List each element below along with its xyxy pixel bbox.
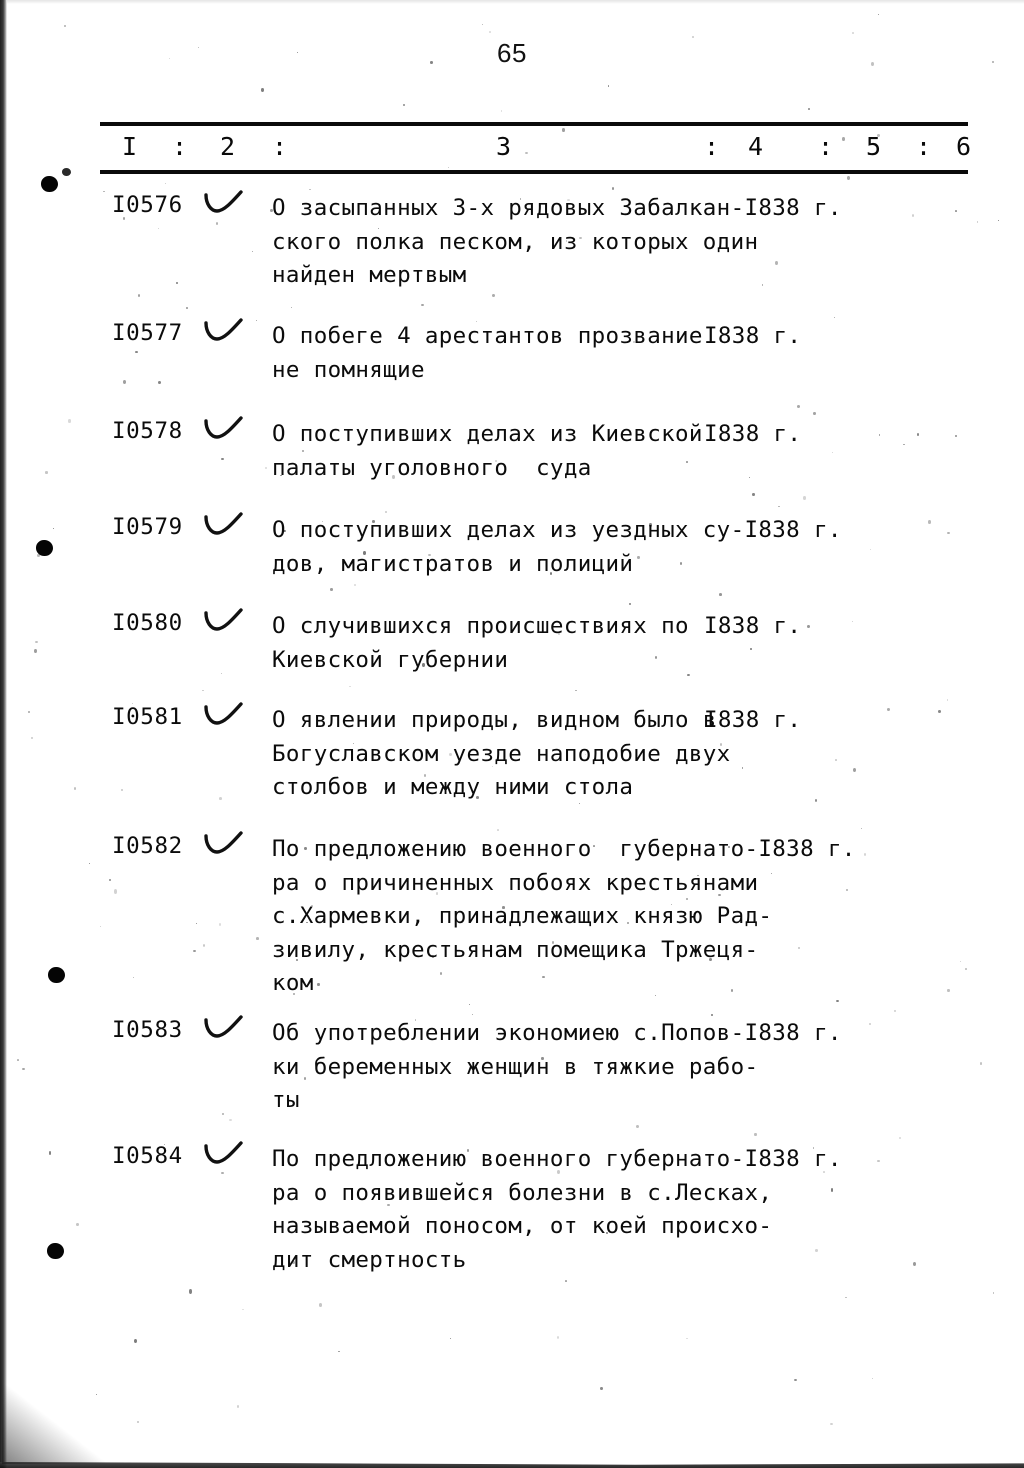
entry-description (272, 704, 872, 805)
entry-description (272, 833, 872, 1001)
entry-description-line: Богуславском уезде наподобие двух (272, 740, 731, 767)
column-separator: : (172, 132, 189, 161)
entry-description-line: не помнящие (272, 356, 425, 383)
check-mark-icon (200, 186, 254, 218)
entry-description-line: дов, магистратов и полиций (272, 550, 634, 577)
entry-description-line: По предложению военного губернато-I838 г. (272, 836, 856, 862)
entry-description-line: найден мертвым (272, 262, 467, 288)
entry-description (272, 192, 872, 293)
column-number-2: 2 (220, 132, 237, 161)
punch-dot (47, 1243, 64, 1259)
entry-description-line: ком (272, 970, 314, 996)
entry-description-line: зивилу, крестьянам помещика Тржеця- (272, 936, 759, 963)
entry-description (272, 514, 872, 581)
punch-dot (36, 540, 53, 556)
entry-year: I838 г. (744, 1020, 842, 1046)
entry-description-line: палаты уголовного суда (272, 454, 592, 481)
column-number-4: 4 (748, 132, 765, 161)
entry-description-line: столбов и между ними стола (272, 774, 634, 800)
check-mark-icon (200, 1137, 254, 1169)
column-separator: : (818, 132, 835, 161)
entry-year: I838 г. (704, 323, 802, 349)
header-rule-top (100, 122, 968, 126)
entry-description-line: ра о причиненных побоях крестьянами (272, 869, 759, 896)
column-number-3: 3 (496, 132, 513, 161)
entry-number: I0582 (112, 833, 183, 859)
entry-year: I838 г. (744, 1146, 842, 1172)
scan-corner-shadow (2, 1384, 122, 1464)
column-separator: : (916, 132, 933, 161)
entry-description-line: ты (272, 1087, 300, 1113)
entry-description (272, 320, 872, 387)
check-mark-icon (200, 508, 254, 540)
entry-year: I838 г. (744, 195, 842, 221)
entry-description-line: ки беременных женщин в тяжкие рабо- (272, 1053, 759, 1080)
entry-description-line: дит смертность (272, 1246, 467, 1273)
entry-number: I0579 (112, 514, 183, 540)
punch-dot (48, 967, 65, 983)
entry-description-line: О побеге 4 арестантов прозвание I838 г. (272, 320, 872, 354)
entry-number: I0576 (112, 192, 183, 218)
entry-year: I838 г. (758, 836, 856, 862)
entry-year: I838 г. (744, 517, 842, 543)
column-number-6: 6 (956, 132, 973, 161)
column-number-5: 5 (866, 132, 883, 161)
entry-number: I0577 (112, 320, 183, 346)
entry-description-line: О явлении природы, видном было в I838 г. (272, 704, 872, 738)
scan-edge-left (0, 0, 7, 1468)
punch-dot (41, 176, 58, 192)
entry-number: I0584 (112, 1143, 183, 1169)
entry-description-line: О засыпанных 3-х рядовых Забалкан-I838 г. (272, 195, 842, 221)
ink-fleck (62, 168, 71, 176)
entry-description-line: По предложению военного губернато-I838 г. (272, 1146, 842, 1172)
scan-edge-top (0, 0, 1024, 4)
page-number: 65 (497, 38, 527, 68)
check-mark-icon (200, 827, 254, 859)
check-mark-icon (200, 698, 254, 730)
entry-number: I0578 (112, 418, 183, 444)
entry-year: I838 г. (704, 707, 802, 733)
entry-description (272, 610, 872, 677)
column-separator: : (704, 132, 721, 161)
column-number-row (100, 128, 973, 170)
entry-description-line: с.Хармевки, принадлежащих князю Рад- (272, 903, 773, 929)
entry-description-line: ра о появившейся болезни в с.Лесках, (272, 1179, 773, 1206)
entry-description (272, 418, 872, 485)
check-mark-icon (200, 604, 254, 636)
check-mark-icon (200, 1011, 254, 1043)
entry-year: I838 г. (704, 421, 802, 447)
check-mark-icon (200, 314, 254, 346)
column-header-rule-block (100, 122, 973, 174)
entry-description-line: Об употреблении экономиею с.Попов-I838 г. (272, 1020, 842, 1046)
column-number-I: I (122, 132, 139, 161)
entry-description (272, 1017, 872, 1118)
entry-description-line: называемой поносом, от коей происхо- (272, 1213, 773, 1239)
entry-description-line: ского полка песком, из которых один (272, 228, 759, 255)
header-rule-bottom (100, 170, 968, 174)
entry-number: I0581 (112, 704, 183, 730)
entry-description-line: О поступивших делах из Киевской I838 г. (272, 418, 872, 452)
entry-year: I838 г. (704, 613, 802, 639)
scan-edge-bottom (0, 1457, 1024, 1468)
entry-description-line: О поступивших делах из уездных су-I838 г. (272, 517, 842, 543)
check-mark-icon (200, 412, 254, 444)
column-separator: : (272, 132, 289, 161)
entry-description (272, 1143, 872, 1277)
entry-number: I0583 (112, 1017, 183, 1043)
entry-description-line: Киевской губернии (272, 646, 509, 673)
entry-description-line: О случившихся происшествиях по I838 г. (272, 610, 872, 644)
entry-number: I0580 (112, 610, 183, 636)
